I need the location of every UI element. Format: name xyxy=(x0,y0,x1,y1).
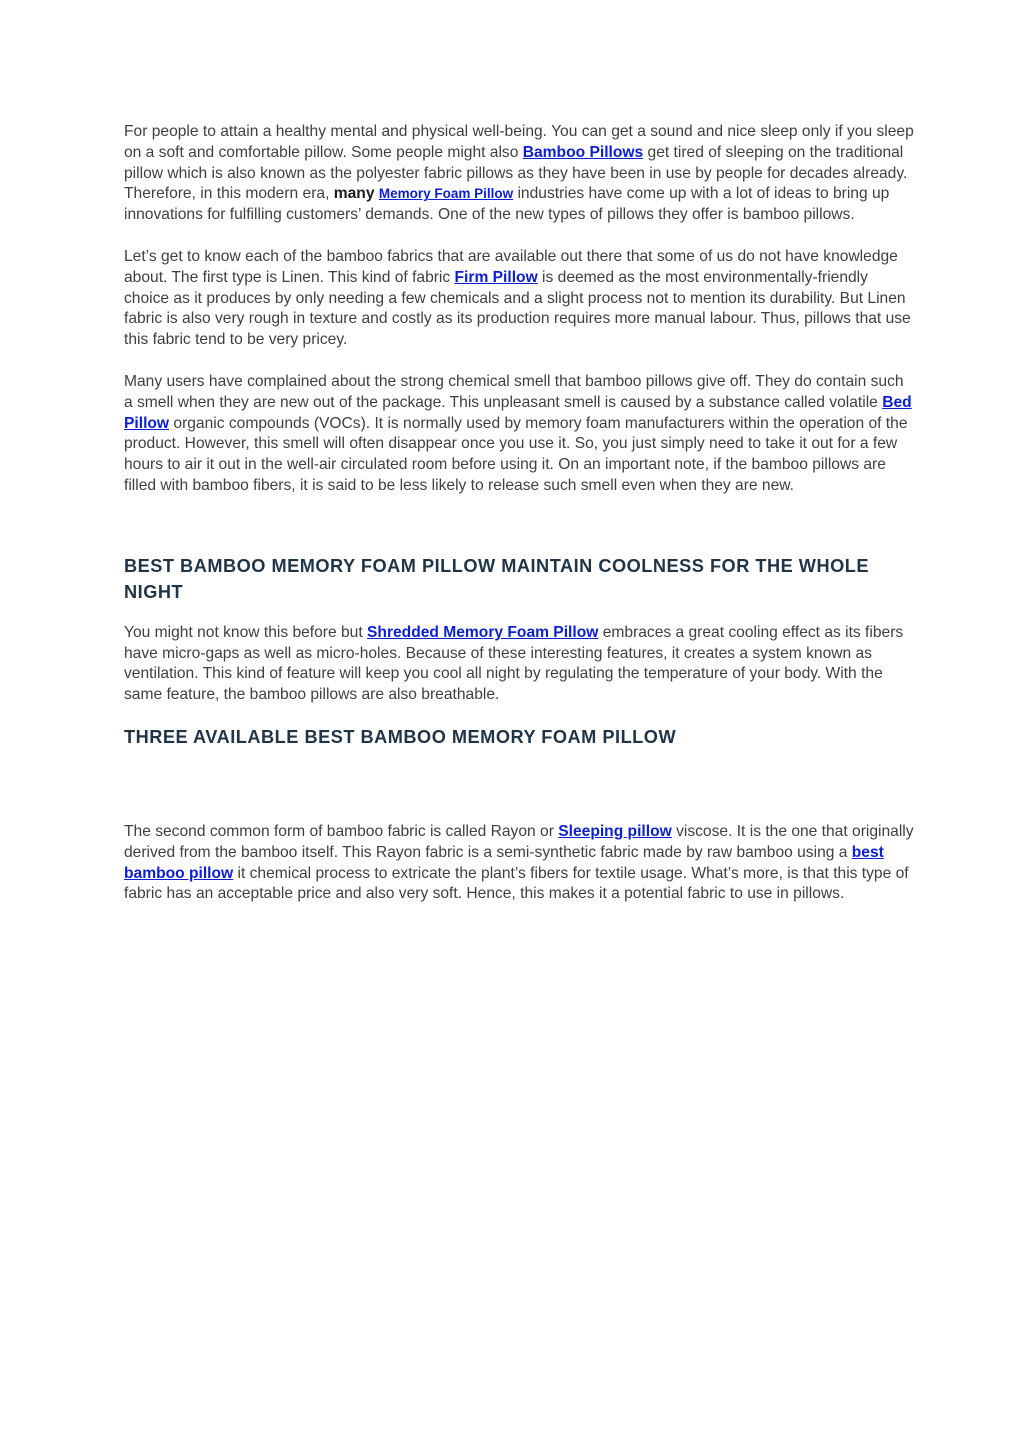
paragraph-text: industries have come up with a lot of ideas to bring up innovations for fulfilling customers’ demands. One of the new types of pillows they offer is bamboo pillows. xyxy=(124,185,890,224)
paragraph-text: get tired of sleeping on the traditional pillow which is also known as the polyester fabric pillows as they have been in use by people for decades already. Therefore, in this modern era, xyxy=(124,143,908,203)
section-heading-coolness: BEST BAMBOO MEMORY FOAM PILLOW MAINTAIN COOLNESS FOR THE WHOLE NIGHT xyxy=(124,555,869,602)
paragraph-chemical-smell xyxy=(124,372,914,497)
link-sleeping-pillow[interactable]: Sleeping pillow xyxy=(558,822,672,840)
link-memory-foam-pillow[interactable]: Memory Foam Pillow xyxy=(378,186,514,202)
paragraph-text: You might not know this before but xyxy=(124,623,368,641)
paragraph-text: Let’s get to know each of the bamboo fabrics that are available out there that some of us do not have knowledge about. The first type is Linen. This kind of fabric xyxy=(124,247,898,286)
section-heading-three-available: THREE AVAILABLE BEST BAMBOO MEMORY FOAM PILLOW xyxy=(124,726,677,747)
paragraph-text: embraces a great cooling effect as its fibers have micro-gaps as well as micro-holes. Because of these interesting features, it creates a system known as ventilation. This kind of feature will keep you cool all night by regulating the temperature of your body. With the same feature, the bamboo pillows are also breathable. xyxy=(124,623,904,704)
bold-text: many xyxy=(333,185,375,203)
paragraph-linen xyxy=(124,247,914,351)
paragraph-text: For people to attain a healthy mental and physical well-being. You can get a sound and nice sleep only if you sleep on a soft and comfortable pillow. Some people might also xyxy=(124,123,914,161)
paragraph-text: The second common form of bamboo fabric is called Rayon or xyxy=(124,822,559,840)
paragraph-cooling xyxy=(124,623,914,706)
link-bamboo-pillows[interactable]: Bamboo Pillows xyxy=(522,143,644,161)
link-shredded-memory-foam-pillow[interactable]: Shredded Memory Foam Pillow xyxy=(367,623,599,641)
link-best-bamboo-pillow[interactable]: best bamboo pillow xyxy=(124,843,884,882)
paragraph-text: viscose. It is the one that originally derived from the bamboo itself. This Rayon fabric is a semi-synthetic fabric made by raw bamboo using a xyxy=(124,822,914,861)
paragraph-text: it chemical process to extricate the plant’s fibers for textile usage. What’s more, is that this type of fabric has an acceptable price and also very soft. Hence, this makes it a potential fabric to use in pillows. xyxy=(124,864,909,903)
document-body xyxy=(124,122,914,926)
paragraph-rayon xyxy=(124,822,914,905)
paragraph-text: is deemed as the most environmentally-friendly choice as it produces by only needing a few chemicals and a slight process not to mention its durability. But Linen fabric is also very rough in texture and costly as its production requires more manual labour. Thus, pillows that use this fabric tend to be very pricey. xyxy=(124,268,911,349)
link-firm-pillow[interactable]: Firm Pillow xyxy=(454,268,538,286)
paragraph-text: organic compounds (VOCs). It is normally used by memory foam manufacturers within the operation of the product. However, this smell will often disappear once you use it. So, you just simply need to take it out for a few hours to air it out in the well-air circulated room before using it. On an important note, if the bamboo pillows are filled with bamboo fibers, it is said to be less likely to release such smell even when they are new. xyxy=(124,414,908,494)
paragraph-intro xyxy=(124,122,914,226)
paragraph-text: Many users have complained about the strong chemical smell that bamboo pillows give off. They do contain such a smell when they are new out of the package. This unpleasant smell is caused by a substance called volatile xyxy=(124,372,904,411)
link-bed-pillow[interactable]: Bed Pillow xyxy=(124,393,912,432)
